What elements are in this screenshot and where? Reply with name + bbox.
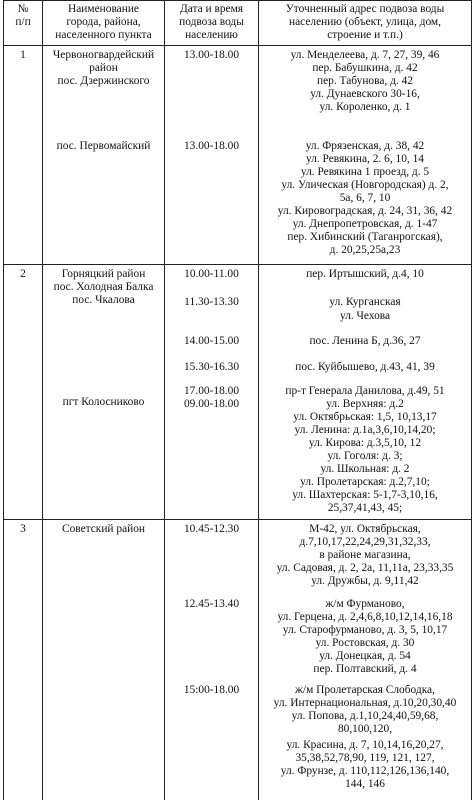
address-line: ул. Дружбы, д. 9,11,42 [311,575,419,587]
header-time: Дата и время подвоза воды населению [179,3,244,41]
header-bottom-line [3,45,472,46]
delivery-time: 13.00-18.00 [183,140,240,152]
row-number: 3 [20,523,26,535]
address-line: ул. Красина, д. 7, 10,14,16,20,27, [286,739,444,751]
address-line: ул. Пролетарская: д.2,7,10; [300,476,430,488]
address-line: 144, 146 [345,778,385,790]
address-line: ул. Ленина: д.1а,3,6,10,14,20; [294,424,436,436]
address-line: 35,38,52,78,90, 119, 121, 127, [295,752,435,764]
address-line: ж/м Пролетарская Слободка, [295,684,435,696]
delivery-time: 10.45-12.30 [183,523,240,535]
address-line: ул. Гоголя: д. 3; [327,450,403,462]
address-line: ул. Интернациональная, д.10,20,30,40 [273,697,457,709]
address-line: ул. Школьная: д. 2 [320,463,410,475]
address-line: 25,37,41,43, 45; [327,502,403,514]
delivery-time: 09.00-18.00 [183,398,240,410]
place-name: Советский район [61,523,146,535]
delivery-time: 15:00-18.00 [183,684,240,696]
address-line: в районе магазина, [319,549,411,561]
delivery-time: 17.00-18.00 [183,385,240,397]
address-line: ул. Днепропетровская, д. 1-47 [292,218,438,230]
address-line: ул. Садовая, д. 2, 2а, 11,11а, 23,33,35 [276,562,454,574]
place-name: пгт Колосниково [62,396,145,408]
address-line: пер. Полтавский, д. 4 [313,663,417,675]
delivery-time: 14.00-15.00 [183,335,240,347]
address-line: ж/м Фурманово, [325,598,405,610]
address-line: ул. Кировоградская, д. 24, 31, 36, 42 [277,205,453,217]
row-divider [3,519,472,520]
address-line: ул. Фрунзе, д. 110,112,126,136,140, [280,765,450,777]
address-line: ул. Шахтерская: 5-1,7-3,10,16, [292,489,438,501]
header-name: Наименование города, района, населенного пункта [55,3,152,41]
address-line: ул. Старофурманово, д. 3, 5, 10,17 [282,624,448,636]
delivery-time: 11.30-13.30 [184,296,239,308]
address-line: ул. Ревякина, 2. 6, 10, 14 [305,153,425,165]
place-name: Горняцкий район пос. Холодная Балка пос. Чкалова [53,268,154,306]
col-line [3,0,4,800]
row-number: 2 [20,268,26,280]
place-name: пос. Первомайский [56,140,151,152]
address-line: ул. Дунаевского 30-16, [310,88,420,100]
delivery-time: 13.00-18.00 [183,49,240,61]
address-line: ул. Верхняя: д.2 [326,398,404,410]
address-line: д.7,10,17,22,24,29,31,32,33, [299,536,431,548]
col-line [471,0,472,800]
row-divider [3,264,472,265]
delivery-time: 12.45-13.40 [183,598,240,610]
address-line: пер. Иртышский, д.4, 10 [306,268,424,280]
row-number: 1 [20,49,26,61]
address-line: пос. Ленина Б, д.36, 27 [309,335,421,347]
address-line: ул. Ревякина 1 проезд, д. 5 [300,166,430,178]
address-line: ул. Донецкая, д. 54 [319,650,411,662]
address-line: ул. Короленко, д. 1 [319,101,411,113]
address-line: ул. Фрязенская, д. 38, 42 [305,140,425,152]
delivery-time: 10.00-11.00 [184,268,239,280]
header-address: Уточненный адрес подвоза воды населению (объект, улица, дом, строение и т.п.) [285,3,445,41]
address-line: пр-т Генерала Данилова, д.49, 51 [285,385,445,397]
address-line: ул. Улическая (Новгородская) д. 2, [281,179,449,191]
address-line: ул. Чехова [339,310,391,322]
address-line: ул. Попова, д.1,10,24,40,59,68, [291,710,439,722]
address-line: ул. Ростовская, д. 30 [315,637,415,649]
address-line: ул. Курганская [329,296,401,308]
address-line: 80,100,120, [337,723,393,735]
address-line: пер. Хибинский (Таганрогская), [287,231,443,243]
address-line: ул. Кирова: д.3,5,10, 12 [308,437,422,449]
address-line: ул. Герцена, д. 2,4,6,8,10,12,14,16,18 [277,611,453,623]
address-line: пер. Табунова, д. 42 [317,75,413,87]
address-line: пер. Бабушкина, д. 42 [312,62,418,74]
place-name: Червоногвардейский район пос. Дзержинского [52,49,155,87]
address-line: пос. Куйбышево, д.43, 41, 39 [295,361,435,373]
table-border-top [3,0,472,1]
address-line: ул. Октябрьская: 1,5, 10,13,17 [293,411,437,423]
address-line: ул. Менделеева, д. 7, 27, 39, 46 [290,49,440,61]
address-line: 5а, 6, 7, 10 [339,192,391,204]
address-line: М-42, ул. Октябрьская, [309,523,421,535]
address-line: д. 20,25,25а,23 [329,244,401,256]
header-num: № п/п [15,3,31,28]
delivery-time: 15.30-16.30 [183,361,240,373]
